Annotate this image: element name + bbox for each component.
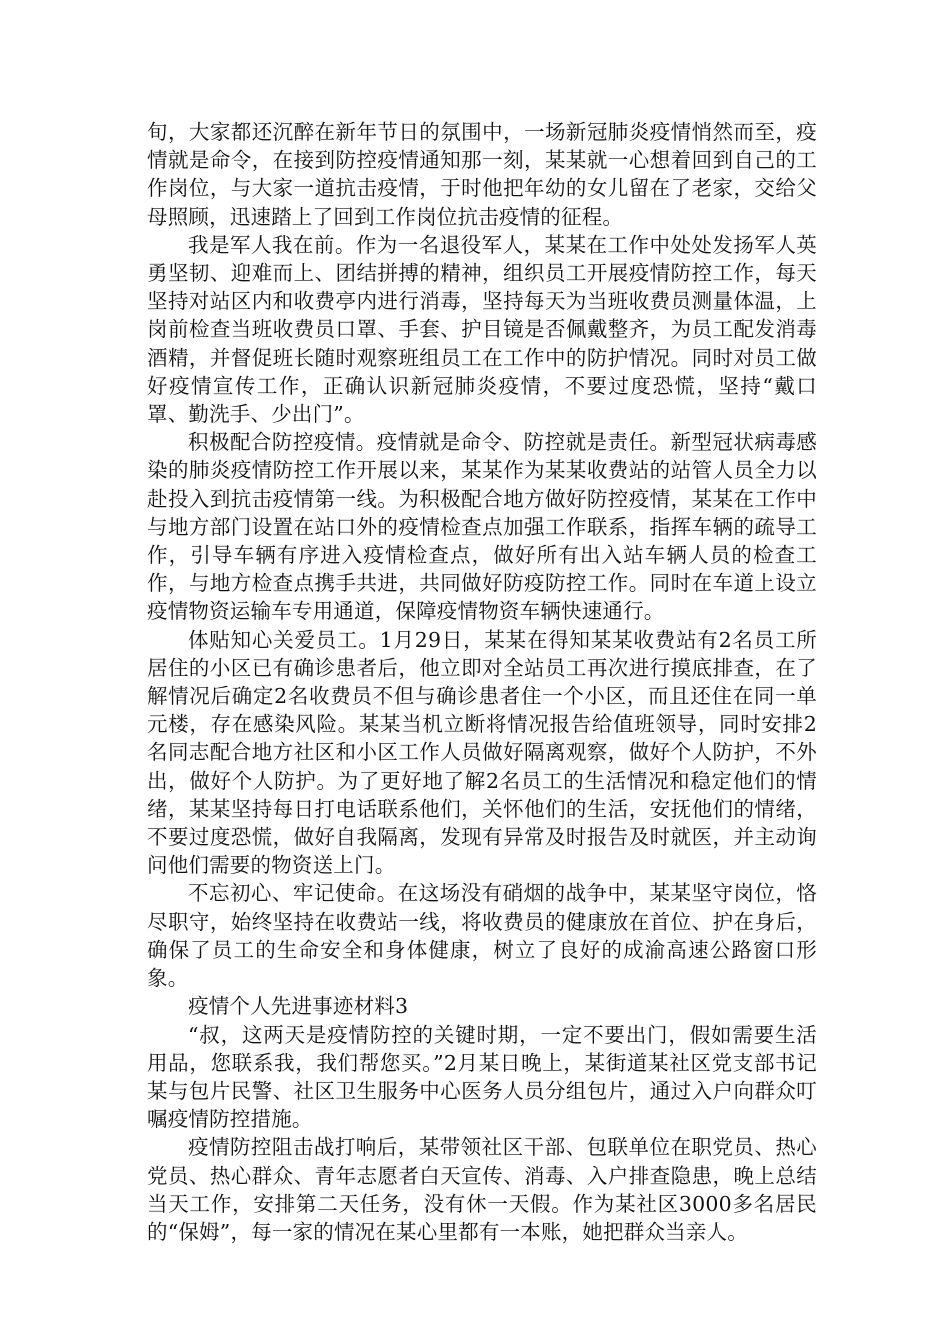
paragraph-cooperation: 积极配合防控疫情。疫情就是命令、防控就是责任。新型冠状病毒感染的肺炎疫情防控工作开展以来，某某作为某某收费站的站管人员全力以赴投入到抗击疫情第一线。为积极配合地方做好防控疫情，某某在工作中与地方部门设置在站口外的疫情检查点加强工作联系，指挥车辆的疏导工作，引导车辆有序进入疫情检查点，做好所有出入站车辆人员的检查工作，与地方检查点携手共进，共同做好防疫防控工作。同时在车道上设立疫情物资运输车专用通道，保障疫情物资车辆快速通行。 xyxy=(147,430,817,624)
paragraph-care-staff: 体贴知心关爱员工。1月29日，某某在得知某某收费站有2名员工所居住的小区已有确诊患者后，他立即对全站员工再次进行摸底排查，在了解情况后确定2名收费员不但与确诊患者住一个小区，而且还住在同一单元楼，存在感染风险。某某当机立断将情况报告给值班领导，同时安排2名同志配合地方社区和小区工作人员做好隔离观察，做好个人防护，不外出，做好个人防护。为了更好地了解2名员工的生活情况和稳定他们的情绪，某某坚持每日打电话联系他们，关怀他们的生活，安抚他们的情绪，不要过度恐慌，做好自我隔离，发现有异常及时报告及时就医，并主动询问他们需要的物资送上门。 xyxy=(147,627,817,878)
paragraph-continuation: 旬，大家都还沉醉在新年节日的氛围中，一场新冠肺炎疫情悄然而至，疫情就是命令，在接到防控疫情通知那一刻，某某就一心想着回到自己的工作岗位，与大家一道抗击疫情，于时他把年幼的女儿留在了老家，交给父母照顾，迅速踏上了回到工作岗位抗击疫情的征程。 xyxy=(147,120,817,229)
document-page xyxy=(147,118,817,1246)
paragraph-quote: “叔，这两天是疫情防控的关键时期，一定不要出门，假如需要生活用品，您联系我，我们帮您买。”2月某日晚上，某街道某社区党支部书记某与包片民警、社区卫生服务中心医务人员分组包片，通过入户向群众叮嘱疫情防控措施。 xyxy=(147,1022,817,1132)
paragraph-community: 疫情防控阻击战打响后，某带领社区干部、包联单位在职党员、热心党员、热心群众、青年志愿者白天宣传、消毒、入户排查隐患，晚上总结当天工作，安排第二天任务，没有休一天假。作为某社区3000多名居民的“保姆”，每一家的情况在某心里都有一本账，她把群众当亲人。 xyxy=(147,1135,817,1244)
section-heading: 疫情个人先进事迹材料3 xyxy=(188,994,409,1019)
paragraph-veteran: 我是军人我在前。作为一名退役军人，某某在工作中处处发扬军人英勇坚韧、迎难而上、团结拼搏的精神，组织员工开展疫情防控工作，每天坚持对站区内和收费亭内进行消毒，坚持每天为当班收费员测量体温，上岗前检查当班收费员口罩、手套、护目镜是否佩戴整齐，为员工配发消毒酒精，并督促班长随时观察班组员工在工作中的防护情况。同时对员工做好疫情宣传工作，正确认识新冠肺炎疫情，不要过度恐慌，坚持“戴口罩、勤洗手、少出门”。 xyxy=(147,232,817,427)
paragraph-mission: 不忘初心、牢记使命。在这场没有硝烟的战争中，某某坚守岗位，恪尽职守，始终坚持在收费站一线，将收费员的健康放在首位、护在身后，确保了员工的生命安全和身体健康，树立了良好的成渝高速公路窗口形象。 xyxy=(147,881,817,991)
